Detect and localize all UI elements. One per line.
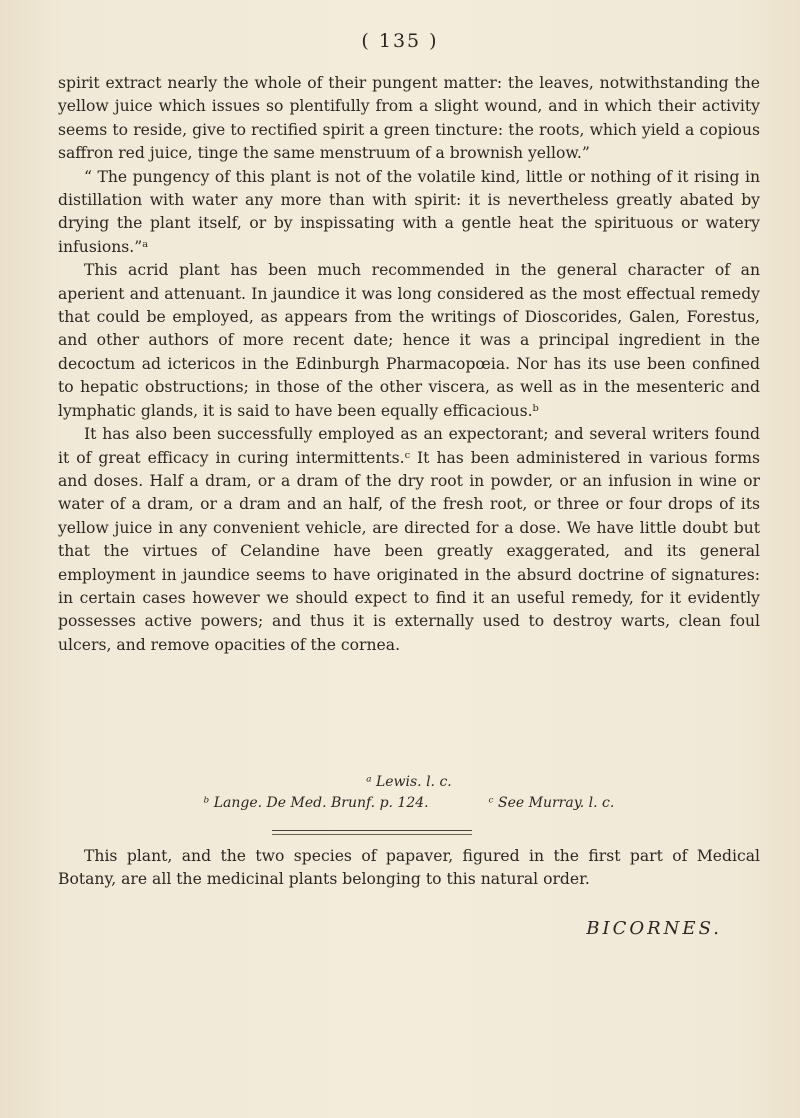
closing-paragraph: This plant, and the two species of papaver, figured in the first part of Medical Botany, are all the medicinal plants belonging to this natural order.	[58, 847, 760, 889]
footnote-b: ᵇ Lange. De Med. Brunf. p. 124.	[203, 795, 429, 811]
footnote-row	[58, 793, 760, 814]
paragraph-3: This acrid plant has been much recommended in the general character of an aperient and attenuant. In jaundice it was long considered as the most effectual remedy that could be employed, as appears from the writings of Dioscorides, Galen, Forestus, and other authors of more recent date; hence it was a principal ingredient in the decoctum ad ictericos in the Edinburgh Pharmacopœia. Nor has its use been confined to hepatic obstructions; in those of the other viscera, as well as in the mesenteric and lymphatic glands, it is said to have been equally efficacious.ᵇ	[58, 261, 760, 420]
section-divider	[272, 830, 472, 835]
catchword: BICORNES.	[586, 918, 722, 939]
footnotes	[58, 772, 760, 814]
paragraph-4: It has also been successfully employed as an expectorant; and several writers found it of great efficacy in curing intermittents.ᶜ It has been administered in various forms and doses. Half a dram, or a dram of the dry root in powder, or an infusion in wine or water of a dram, or a dram and an half, of the fresh root, or three or four drops of its yellow juice in any convenient vehicle, are directed for a dose. We have little doubt but that the virtues of Celandine have been greatly exaggerated, and its general employment in jaundice seems to have originated in the absurd doctrine of signatures: in certain cases however we should expect to find it an useful remedy, for it evidently possesses active powers; and thus it is externally used to destroy warts, clean foul ulcers, and remove opacities of the cornea.	[58, 425, 760, 654]
closing-text	[58, 845, 760, 892]
paragraph-1: spirit extract nearly the whole of their pungent matter: the leaves, notwithstanding the yellow juice which issues so plentifully from a slight wound, and in which their activity seems to reside, give to rectified spirit a green tincture: the roots, which yield a copious saffron red juice, tinge the same menstruum of a brownish yellow.”	[58, 74, 760, 163]
footnote-c: ᶜ See Murray. l. c.	[488, 795, 615, 811]
main-text	[58, 72, 760, 657]
page-number: ( 135 )	[361, 30, 439, 52]
paragraph-2: “ The pungency of this plant is not of the volatile kind, little or nothing of it rising in distillation with water any more than with spirit: it is nevertheless greatly abated by drying the plant itself, or by inspissating with a gentle heat the spirituous or watery infusions.”ᵃ	[58, 167, 760, 256]
footnote-a: ᵃ Lewis. l. c.	[366, 774, 452, 790]
